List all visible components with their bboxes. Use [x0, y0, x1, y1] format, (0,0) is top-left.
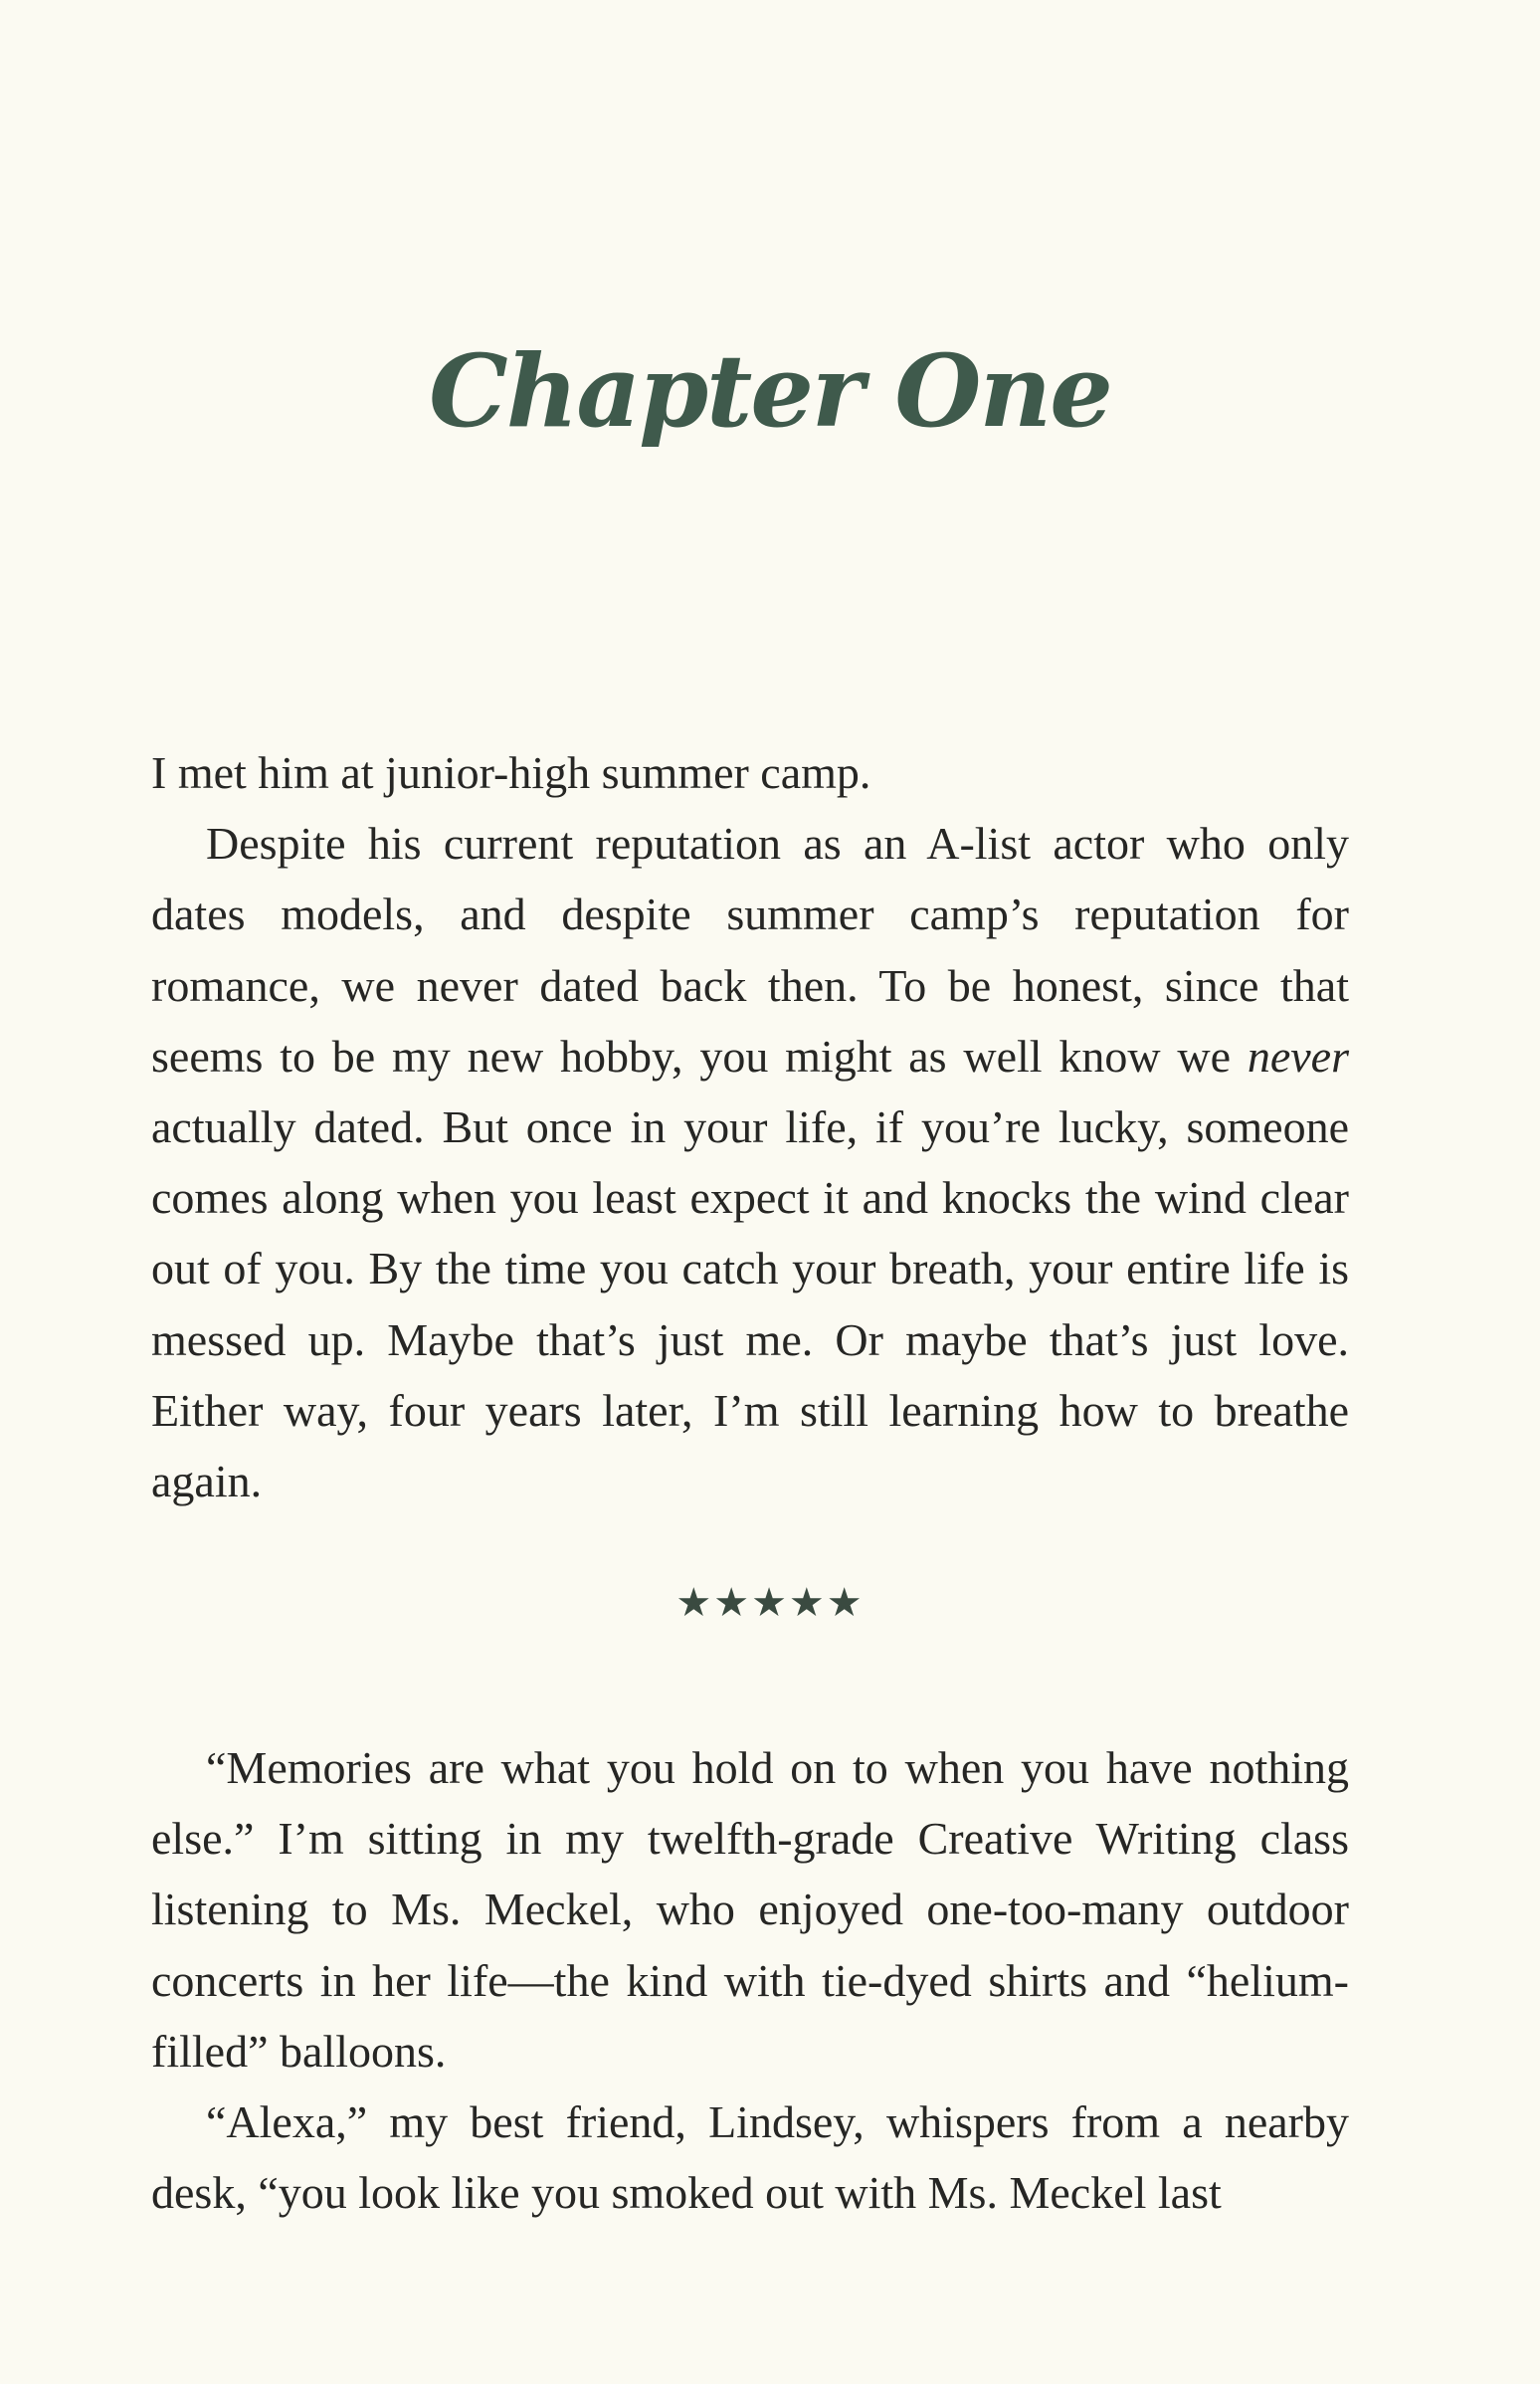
paragraph-1: I met him at junior-high summer camp. — [151, 747, 871, 798]
paragraph-4: “Alexa,” my best friend, Lindsey, whispers from a nearby desk, “you look like you smoked out with Ms. Meckel last — [151, 2096, 1349, 2219]
paragraph-3: “Memories are what you hold on to when you have nothing else.” I’m sitting in my twelfth-grade Creative Writing class listening to Ms. Meckel, who enjoyed one-too-many outdoor concerts in her life—the kind with tie-dyed shirts and “helium-filled” balloons. — [151, 1742, 1349, 2077]
scene-break-stars: ★★★★★ — [675, 1580, 865, 1626]
section-one — [151, 737, 1349, 1516]
paragraph-2-part-1: Despite his current reputation as an A-list actor who only dates models, and despite summer camp’s reputation for romance, we never dated back then. To be honest, since that seems to be my new hobby, you might as well know we — [151, 818, 1349, 1082]
paragraph-2 — [151, 808, 1349, 1516]
emphasis-never: never — [1247, 1030, 1349, 1082]
section-two — [151, 1732, 1349, 2228]
chapter-title: Chapter One — [429, 332, 1111, 450]
paragraph-2-part-2: actually dated. But once in your life, if you’re lucky, someone comes along when you least expect it and knocks the wind clear out of you. By the time you catch your breath, your entire life is messed up. Maybe that’s just me. Or maybe that’s just love. Either way, four years later, I’m still learning how to breathe again. — [151, 1101, 1349, 1507]
